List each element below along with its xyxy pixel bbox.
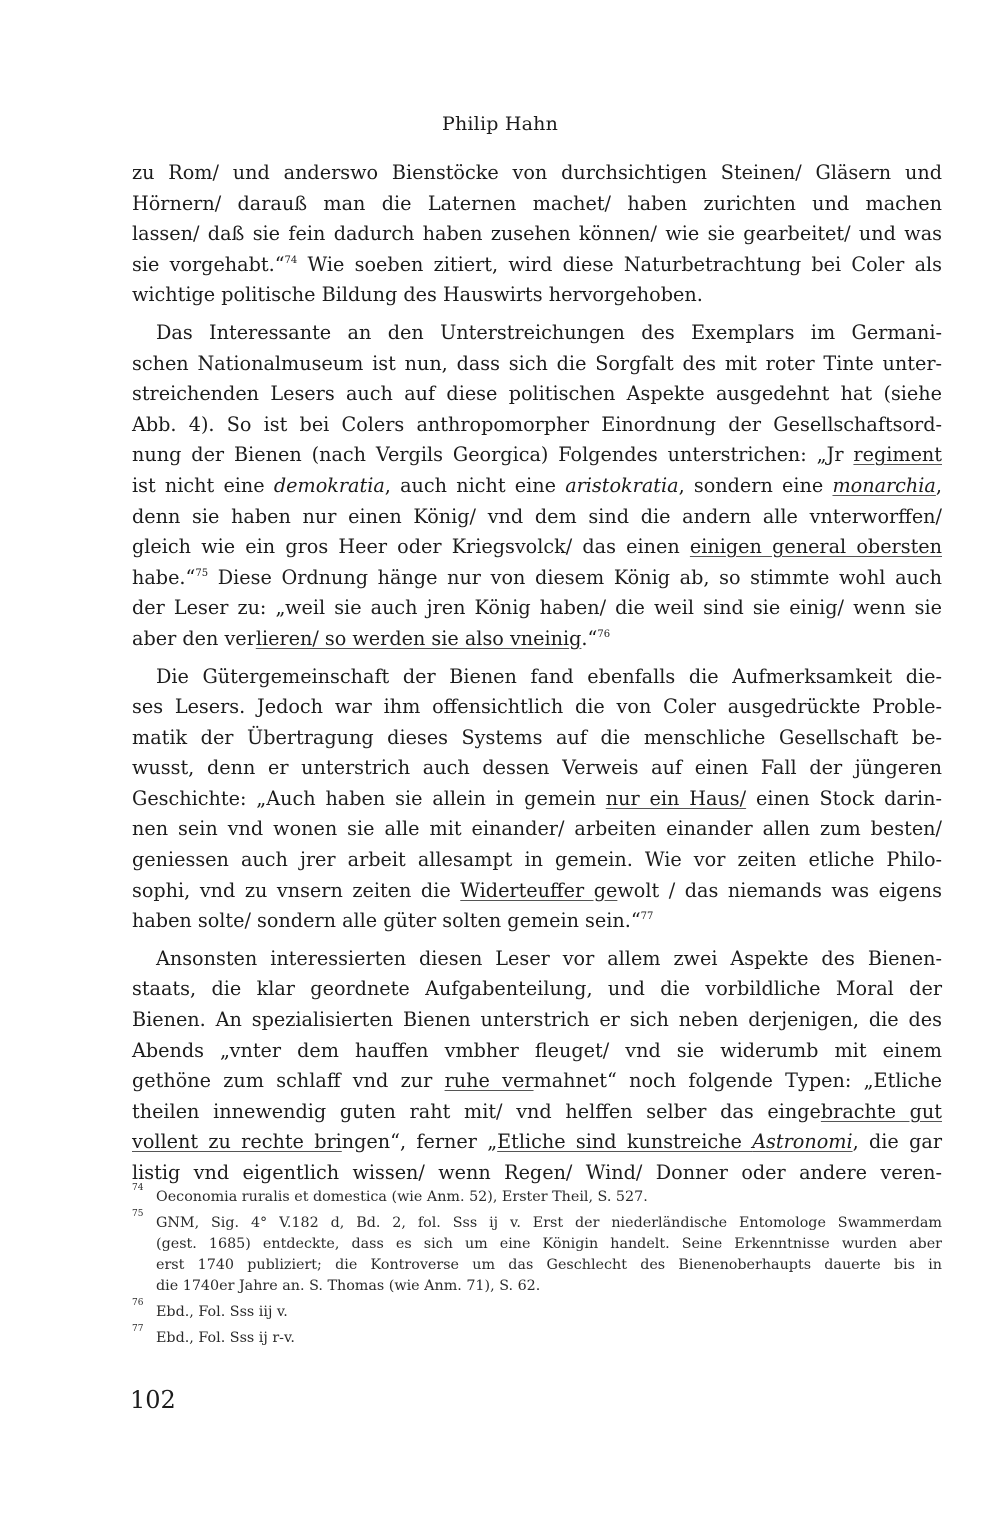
footnote-ref-75: 75 [195, 567, 209, 579]
text-line: der Leser zu: „weil sie auch jren König haben/ die weil sind sie einig/ wenn sie [132, 596, 942, 620]
text-line: listig vnd eigentlich wissen/ wenn Regen/ Wind/ Donner oder andere veren- [132, 1161, 942, 1184]
text-line: wusst, denn er unterstrich auch dessen Verweis auf einen Fall der jüngeren [132, 756, 942, 780]
footnotes [132, 1183, 942, 1354]
text-line: Die Gütergemeinschaft der Bienen fand ebenfalls die Aufmerksamkeit die- [156, 664, 942, 688]
text-line: wichtige politische Bildung des Hauswirts hervorgehoben. [132, 283, 703, 307]
red-ink-underline: lieren/ so werden sie also vneinig [255, 626, 582, 650]
text-line: theilen innewendig guten raht mit/ vnd helffen selber das eingebrachte gut [132, 1099, 942, 1123]
text-line: Abb. 4). So ist bei Colers anthropomorpher Einordnung der Gesellschaftsord- [132, 412, 942, 436]
red-ink-underline: regiment [853, 443, 942, 467]
text-line: Das Interessante an den Unterstreichungen des Exemplars im Germani- [156, 320, 942, 344]
footnote-line: Ebd., Fol. Sss iij v. [156, 1304, 288, 1320]
footnote-line: die 1740er Jahre an. S. Thomas (wie Anm. 71), S. 62. [156, 1278, 541, 1294]
text-line: gethöne zum schlaff vnd zur ruhe vermahnet“ noch folgende Typen: „Etliche [132, 1069, 943, 1093]
text-line: sophi, vnd zu vnsern zeiten die Widerteuffer gewolt / das niemands was eigens [132, 878, 942, 902]
footnote-76 [132, 1298, 942, 1323]
paragraph-3 [132, 662, 942, 937]
running-head: Philip Hahn [441, 113, 559, 135]
page-number: 102 [130, 1386, 176, 1414]
text-line: haben solte/ sondern alle güter solten gemein sein.“$^{77}$ [132, 909, 654, 933]
text-line: Hörnern/ darauß man die Laternen machet/ haben zurichten und machen [132, 191, 942, 215]
footnote-number: 75 [132, 1209, 144, 1219]
red-ink-underline: Etliche sind kunstreiche [497, 1130, 753, 1154]
text-line: streichenden Lesers auch auf diese politischen Aspekte ausgedehnt hat (siehe [132, 382, 942, 406]
text-line: habe.“$^{75}$ Diese Ordnung hänge nur von diesem König ab, so stimmte wohl auch [132, 565, 942, 589]
red-ink-underline: Widerteuffer ge [460, 878, 618, 902]
text-line: staats, die klar geordnete Aufgabenteilung, und die vorbildliche Moral der [132, 977, 942, 1001]
text-line: Abends „vnter dem hauffen vmbher fleuget/ vnd sie widerumb mit einem [132, 1038, 942, 1062]
red-ink-underline: einigen general obersten [689, 535, 942, 559]
footnote-ref-77: 77 [640, 911, 654, 923]
text-line: denn sie haben nur einen König/ vnd dem sind die andern alle vnterworffen/ [132, 504, 942, 528]
footnote-74 [132, 1183, 942, 1208]
footnote-line: Oeconomia ruralis et domestica (wie Anm. 52), Erster Theil, S. 527. [156, 1189, 648, 1205]
footnote-ref-74: 74 [284, 254, 298, 266]
red-ink-underline: nur ein Haus/ [605, 786, 747, 810]
paragraph-4 [132, 944, 942, 1189]
text-line: gleich wie ein gros Heer oder Kriegsvolck/ das einen einigen general obersten [132, 535, 942, 559]
text-line: ses Lesers. Jedoch war ihm offensichtlich die von Coler ausgedrückte Proble- [132, 695, 942, 719]
text-line: Ansonsten interessierten diesen Leser vor allem zwei Aspekte des Bienen- [156, 946, 942, 970]
text-line: lassen/ daß sie fein dadurch haben zusehen können/ wie sie gearbeitet/ und was [132, 222, 942, 246]
red-ink-underline: monarchia [832, 473, 936, 497]
red-ink-underline: ruhe ver [444, 1069, 534, 1093]
footnote-line: erst 1740 publiziert; die Kontroverse um das Geschlecht des Bienenoberhaupts dauerte bis in [156, 1257, 942, 1273]
text-line: geniessen auch jrer arbeit allesampt in gemein. Wie vor zeiten etliche Philo- [132, 848, 942, 872]
footnote-line: GNM, Sig. 4° V.182 d, Bd. 2, fol. Sss ij v. Erst der niederländische Entomologe Swammerdam [156, 1215, 942, 1231]
footnote-line: Ebd., Fol. Sss ij r-v. [156, 1330, 295, 1346]
footnote-number: 76 [132, 1298, 144, 1308]
red-ink-underline: Astronomi [752, 1130, 853, 1154]
text-line: vollent zu rechte bringen“, ferner „Etliche sind kunstreiche Astronomi, die gar [132, 1130, 942, 1154]
footnote-number: 77 [132, 1324, 144, 1334]
text-line: zu Rom/ und anderswo Bienstöcke von durchsichtigen Steinen/ Gläsern und [132, 161, 942, 184]
footnote-77 [132, 1324, 942, 1349]
red-ink-underline: vollent zu rechte bri [132, 1130, 342, 1154]
text-line: schen Nationalmuseum ist nun, dass sich die Sorgfalt des mit roter Tinte unter- [132, 351, 942, 375]
paragraph-1 [132, 158, 942, 311]
body-text [132, 158, 942, 1189]
text-line: sie vorgehabt.“$^{74}$ Wie soeben zitiert, wird diese Naturbetrachtung bei Coler als [132, 252, 942, 276]
footnote-ref-76: 76 [597, 628, 611, 640]
text-line: aber den verlieren/ so werden sie also vneinig.“$^{76}$ [132, 626, 611, 650]
text-line: Bienen. An spezialisierten Bienen unterstrich er sich neben derjenigen, die des [132, 1008, 942, 1032]
text-line: nung der Bienen (nach Vergils Georgica) Folgendes unterstrichen: „Jr regiment [132, 443, 942, 467]
text-line: nen sein vnd wonen sie alle mit einander/ arbeiten einander allen zum besten/ [132, 817, 942, 841]
text-line: matik der Übertragung dieses Systems auf die menschliche Gesellschaft be- [132, 725, 942, 749]
footnote-line: (gest. 1685) entdeckte, dass es sich um eine Königin handelt. Seine Erkenntnisse wurden aber [156, 1236, 942, 1252]
text-line: Geschichte: „Auch haben sie allein in gemein nur ein Haus/ einen Stock darin- [132, 786, 942, 810]
text-line: ist nicht eine demokratia, auch nicht eine aristokratia, sondern eine monarchia, [132, 473, 942, 497]
red-ink-underline: brachte gut [820, 1099, 942, 1123]
paragraph-2 [132, 318, 942, 655]
footnote-75 [132, 1209, 942, 1297]
footnote-number: 74 [132, 1183, 144, 1193]
